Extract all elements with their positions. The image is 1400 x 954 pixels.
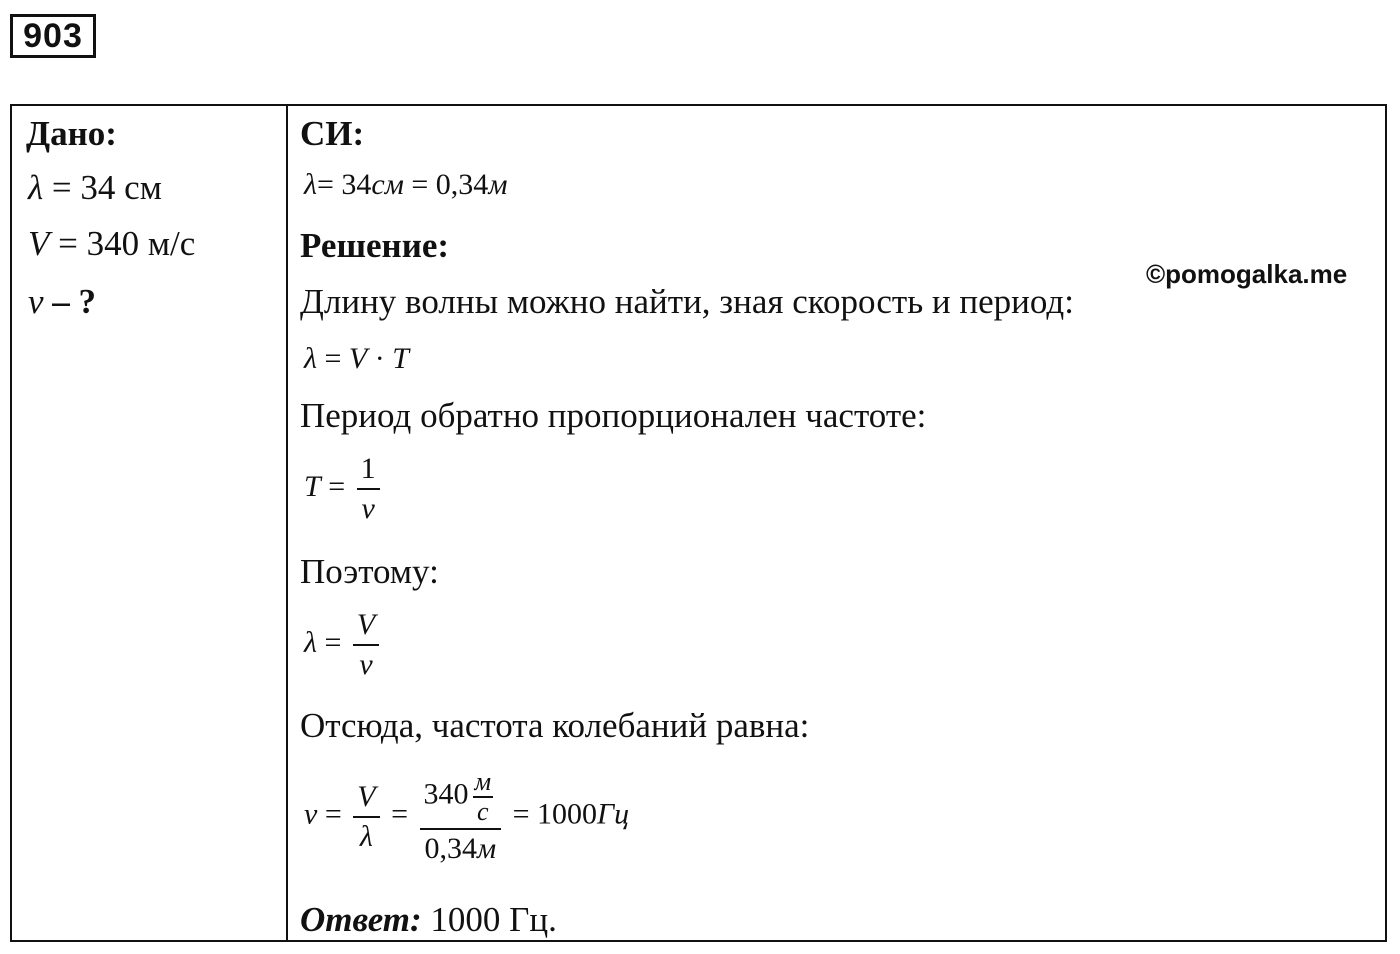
f4-num2 <box>420 768 502 828</box>
solution-header: Решение: <box>300 226 450 265</box>
unknown-mark: – ? <box>52 282 97 321</box>
given-header: Дано: <box>26 114 117 153</box>
problem-number: 903 <box>10 14 96 58</box>
si-lambda: λ <box>304 168 317 201</box>
f1-v: V <box>348 342 368 375</box>
f2-fraction <box>357 452 380 526</box>
lambda-symbol: λ <box>28 168 44 207</box>
f4-result: = 1000 <box>505 797 598 831</box>
column-divider <box>286 106 288 940</box>
si-unit2: м <box>488 168 508 201</box>
solution-line-3: Поэтому: <box>300 552 439 591</box>
f1-t: T <box>392 342 409 375</box>
f4-eq1: = <box>317 797 350 831</box>
f2-num: 1 <box>360 452 376 485</box>
f1-lhs: λ <box>304 342 317 375</box>
f4-fraction-2 <box>420 768 502 866</box>
si-value1: = 34 <box>317 168 372 201</box>
solution-line-4: Отсюда, частота колебаний равна: <box>300 706 810 745</box>
velocity-symbol: V <box>28 224 50 263</box>
f2-eq: = <box>320 469 353 503</box>
f4-lhs: ν <box>304 797 318 831</box>
solution-line-1: Длину волны можно найти, зная скорость и период: <box>300 282 1074 321</box>
f4-result-unit: Гц <box>597 797 630 831</box>
velocity-value: = 340 м/с <box>58 224 196 263</box>
f3-den: ν <box>359 648 373 681</box>
f4-num-unit-bottom: с <box>477 796 489 826</box>
f3-eq: = <box>317 625 349 659</box>
answer-label: Ответ: <box>300 900 422 939</box>
f2-lhs: T <box>304 469 321 503</box>
f4-den-value: 0,34 <box>424 831 477 865</box>
nu-symbol: ν <box>28 282 44 321</box>
f4-num-unit-top: м <box>474 767 492 796</box>
formula-lambda-v-nu <box>304 608 383 682</box>
lambda-value: = 34 см <box>51 168 162 207</box>
f1-eq: = <box>317 342 349 375</box>
given-unknown <box>28 282 96 322</box>
answer-line <box>300 900 557 940</box>
si-conversion <box>304 168 507 202</box>
f4-num-unit <box>473 768 494 826</box>
f4-num1: V <box>357 779 376 813</box>
f3-num: V <box>356 608 376 641</box>
f4-num-value: 340 <box>423 777 469 811</box>
f4-den2 <box>420 830 502 866</box>
given-velocity <box>28 224 195 264</box>
watermark: ©pomogalka.me <box>1146 259 1348 289</box>
f2-den: ν <box>361 492 375 525</box>
si-unit1: см <box>371 168 404 201</box>
solution-table <box>10 104 1387 942</box>
f3-lhs: λ <box>304 625 317 659</box>
answer-value: 1000 Гц. <box>421 900 557 939</box>
f4-den1: λ <box>359 819 373 853</box>
f4-fraction-1 <box>353 780 379 854</box>
si-value2: = 0,34 <box>403 168 489 201</box>
formula-frequency <box>304 768 629 866</box>
given-lambda <box>28 168 162 208</box>
si-header: СИ: <box>300 114 365 153</box>
formula-wavelength <box>304 342 409 376</box>
f4-den-unit: м <box>476 831 497 865</box>
f4-eq2: = <box>383 797 416 831</box>
solution-line-2: Период обратно пропорционален частоте: <box>300 396 927 435</box>
f1-dot: · <box>367 342 393 375</box>
formula-period <box>304 452 384 526</box>
f3-fraction <box>353 608 379 682</box>
